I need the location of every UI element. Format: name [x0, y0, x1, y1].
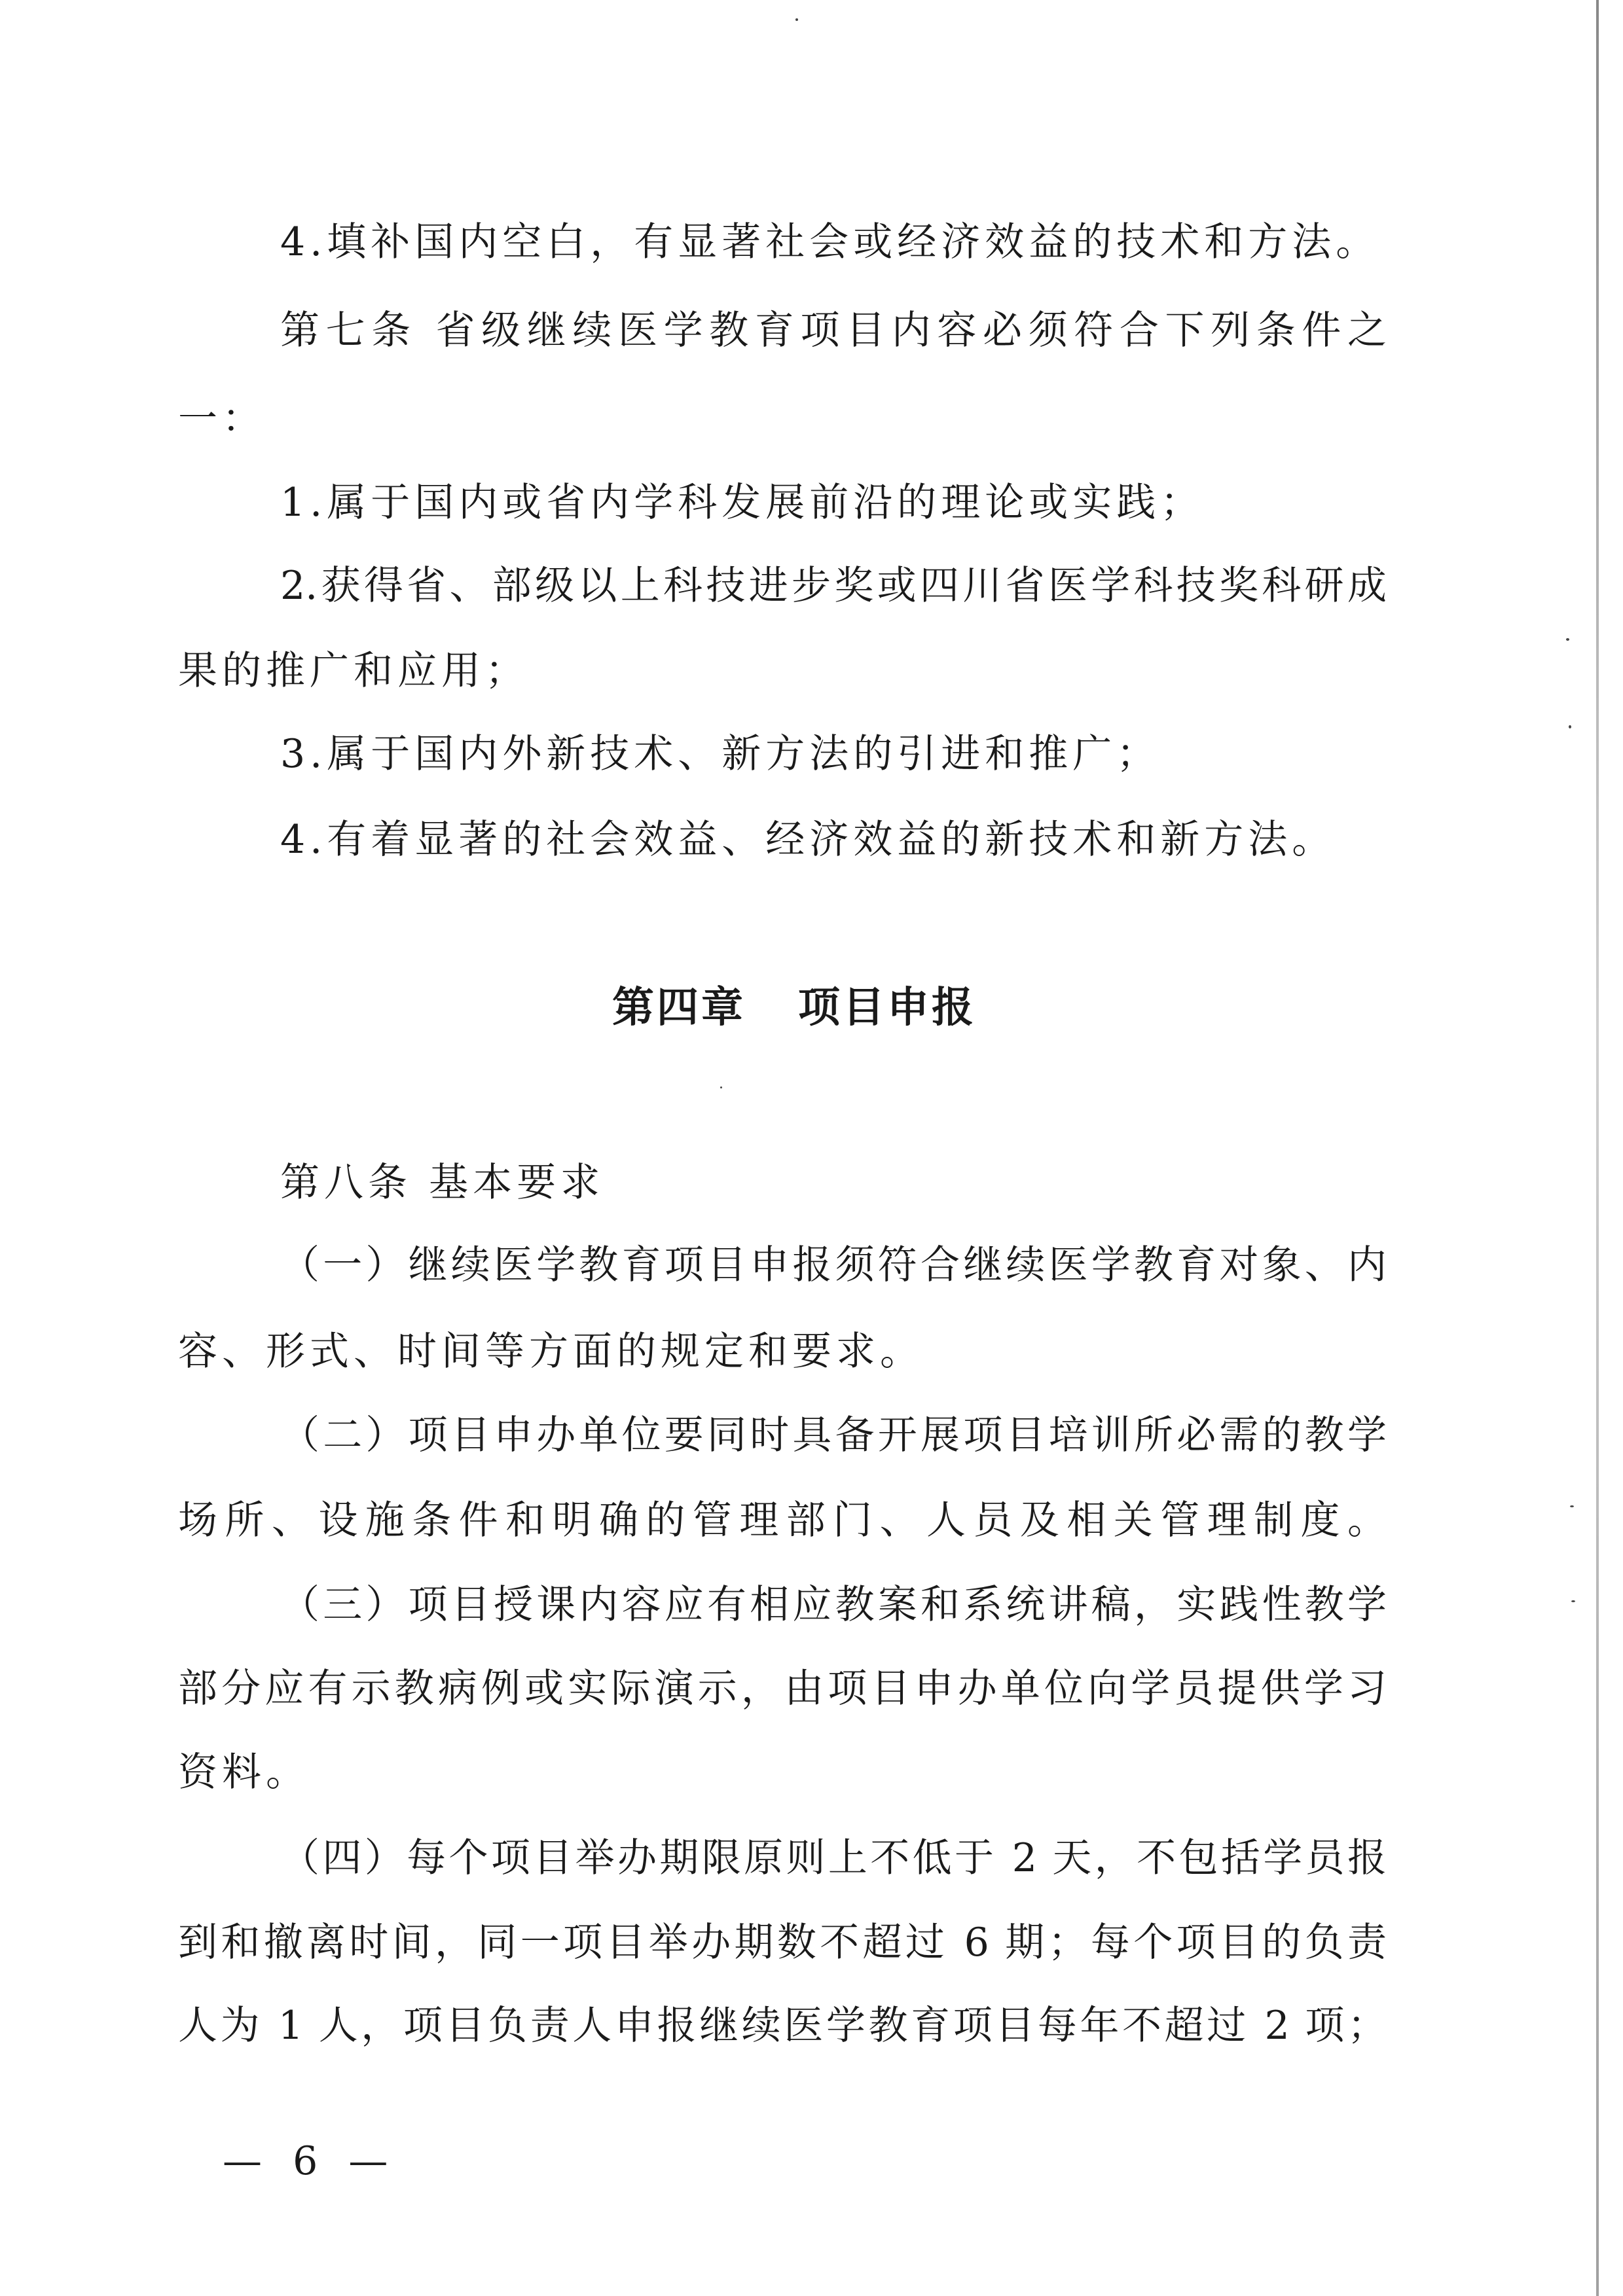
text-line: （四）每个项目举办期限原则上不低于 2 天，不包括学员报	[280, 1835, 1387, 1881]
text-line: 第七条 省级继续医学教育项目内容必须符合下列条件之	[280, 308, 1387, 353]
scan-speck	[1566, 638, 1569, 641]
scan-speck	[795, 18, 798, 21]
article-title: 第八条 基本要求	[280, 1160, 605, 1206]
text-line: 4.填补国内空白，有显著社会或经济效益的技术和方法。	[280, 219, 1380, 265]
text-line: 资料。	[178, 1749, 310, 1795]
chapter-title: 项目申报	[798, 984, 976, 1032]
text-line: 3.属于国内外新技术、新方法的引进和推广；	[280, 731, 1161, 777]
text-line: 到和撤离时间，同一项目举办期数不超过 6 期；每个项目的负责	[178, 1920, 1387, 1965]
text-line: 部分应有示教病例或实际演示，由项目申办单位向学员提供学习	[178, 1666, 1387, 1712]
text-line: （三）项目授课内容应有相应教案和系统讲稿，实践性教学	[280, 1582, 1387, 1628]
text-line: 一：	[178, 396, 266, 442]
scan-edge-line	[1596, 0, 1599, 2296]
text-line: 2.获得省、部级以上科技进步奖或四川省医学科技奖科研成	[280, 563, 1387, 609]
text-line: （二）项目申办单位要同时具备开展项目培训所必需的教学	[280, 1412, 1387, 1458]
text-line: 容、形式、时间等方面的规定和要求。	[178, 1329, 924, 1374]
text-line: （一）继续医学教育项目申报须符合继续医学教育对象、内	[280, 1242, 1387, 1288]
chapter-number: 第四章	[612, 984, 746, 1032]
chapter-heading	[612, 982, 976, 1034]
scan-speck	[1571, 1600, 1575, 1602]
scan-speck	[720, 1086, 722, 1088]
scan-speck	[1570, 1505, 1574, 1507]
text-line: 人为 1 人，项目负责人申报继续医学教育项目每年不超过 2 项；	[178, 2003, 1387, 2049]
text-line: 场所、设施条件和明确的管理部门、人员及相关管理制度。	[178, 1498, 1387, 1543]
text-line: 4.有着显著的社会效益、经济效益的新技术和新方法。	[280, 817, 1336, 863]
text-line: 果的推广和应用；	[178, 648, 529, 694]
page-number: — 6 —	[223, 2138, 397, 2184]
text-line: 1.属于国内或省内学科发展前沿的理论或实践；	[280, 480, 1205, 526]
scan-speck	[1569, 725, 1571, 728]
